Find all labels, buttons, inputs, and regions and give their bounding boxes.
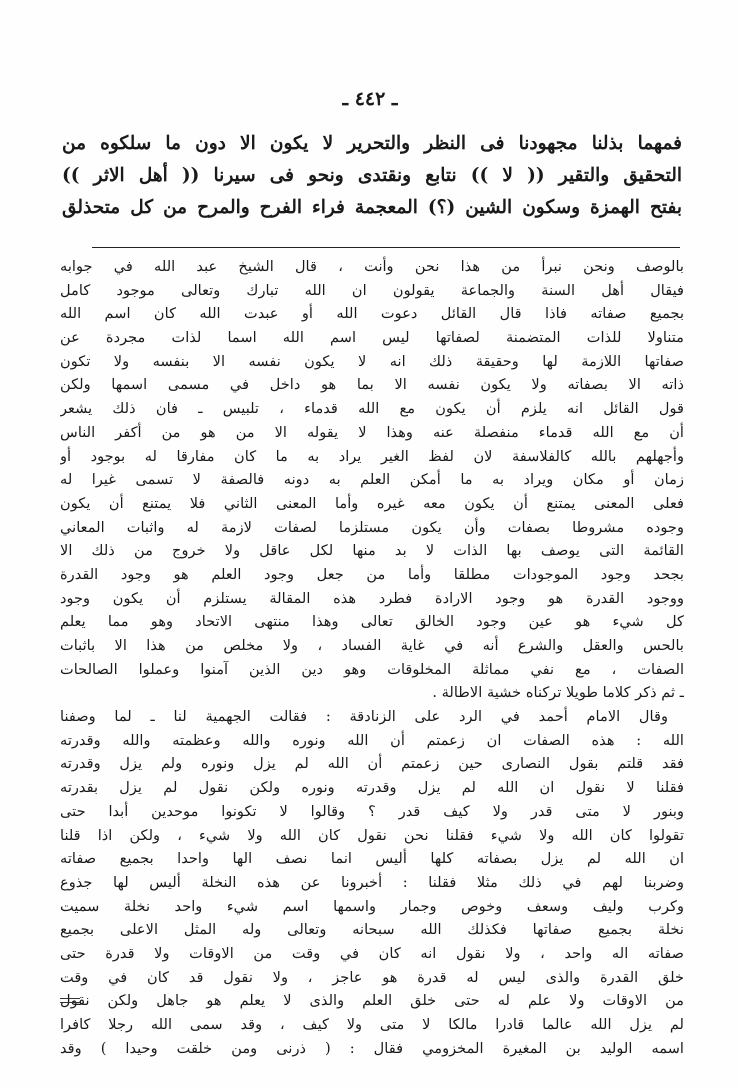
footnote-line: اسمه الوليد بن المغيرة المخزومي فقال : ( ذرنى ومن خلقت وحيدا ) وقد — [60, 1039, 684, 1057]
footnote-line: لم يزل الله عالما قادرا مالكا لا متى ولا كيف ، وقد سمى الله رجلا كافرا — [60, 1016, 684, 1033]
footnote-line: وضربنا لهم في ذلك مثلا فقلنا : أخبرونا عن هذه النخلة أليس لها جذوع — [60, 873, 684, 891]
main-text-line: فمهما بذلنا مجهودنا فى النظر والتحرير لا يكون الا دون ما سلكوه من — [62, 133, 682, 154]
footnote-line: ان الله لم يزل بصفاته كلها أليس انما نصف الها واحدا بجميع صفاته — [60, 850, 684, 868]
footnote-line: خلق القدرة والذى ليس له قدرة هو عاجز ، ولا نقول قد كان في وقت — [60, 968, 684, 986]
footnote-line: بالوصف ونحن نبرأ من هذا نحن وأنت ، قال الشيخ عبد الله في جوابه — [60, 258, 684, 275]
footnote-line: الصفات ، مع نفي مماثلة المخلوقات وهو دين الذين آمنوا وعملوا الصالحات — [60, 660, 684, 678]
footnote-line: تقولوا كان الله ولا شيء فقلنا نحن نقول كان الله ولا شيء ، ولكن اذا قلنا — [60, 826, 684, 844]
footnote-line: فقلنا لا نقول ان الله لم يزل وقدرته ونوره ولكن نقول لم يزل بقدرته — [60, 779, 684, 797]
main-text-block — [62, 128, 682, 224]
continuation-rule — [60, 1002, 80, 1003]
footnote-line: بالحس والعقل والشرع أنه في غاية الفساد ، ولا مخلص من هذا الا باثبات — [60, 637, 684, 654]
main-text-line: التحقيق والتقير (( لا )) نتابع ونقتدى ونحو فى سيرنا (( أهل الاثر )) — [62, 165, 682, 186]
footnote-line: قول القائل انه يلزم أن يكون مع الله قدماء ، تلبيس ـ فان ذلك يشعر — [60, 400, 684, 418]
continuation-mark — [60, 998, 80, 1006]
footnote-line: نخلة بجميع صفاتها فكذلك الله سبحانه وتعالى وله المثل الاعلى بجميع — [60, 921, 684, 939]
footnote-line: بجحد وجود الموجودات مطلقا وأما من جعل وجود العلم هو وجود القدرة — [60, 565, 684, 583]
footnote-line: ـ ثم ذكر كلاما طويلا تركناه خشية الاطالة . — [432, 684, 684, 702]
footnote-line: أن مع الله قدماء منفصلة عنه وهذا لا يقوله الا من هو من أكفر الناس — [60, 423, 684, 441]
footnote-line: وجوده مشروطا بصفات وأن يكون مستلزما لصفات لازمة له واثبات المعاني — [60, 518, 684, 536]
footnote-line: بجميع صفاته فاذا قال القائل دعوت الله أو عبدت الله كان اسم الله — [60, 305, 684, 323]
footnote-line: فقد قلتم بقول النصارى حين زعمتم أن الله لم يزل ونوره ولم يزل وقدرته — [60, 755, 684, 773]
footnote-line: متناولا للذات المتضمنة لصفاتها ليس اسم الله اسما لذات مجردة عن — [60, 329, 684, 347]
footnote-line: وبنور لا متى قدر ولا كيف قدر ؟ وقالوا لا تكونوا موحدين أبدا حتى — [60, 802, 684, 820]
footnote-line: وقال الامام أحمد في الرد على الزنادقة : فقالت الجهمية لنا ـ لما وصفنا — [60, 708, 668, 726]
footnote-line: الله : هذه الصفات ان زعمتم أن الله ونوره والله وعظمته والله وقدرته — [60, 731, 684, 749]
footnote-line: فيقال أهل السنة والجماعة يقولون ان الله تبارك وتعالى موجود كامل — [60, 281, 684, 299]
footnote-line: ذاته الا بصفاته ولا يكون نفسه الا بما هو داخل في مسمى اسمها ولكن — [60, 376, 684, 394]
footnote-line: وأجهلهم بالله كالفلاسفة لان لفظ الغير يراد به ما كان مفارقا له بوجود أو — [60, 447, 684, 465]
footnote-line: فعلى المعنى يمتنع أن يكون معه غيره وأما المعنى الثاني فلا يمتنع أن يكون — [60, 494, 684, 512]
footnote-line: من الاوقات ولا علم له حتى خلق العلم والذى لا يعلم هو جاهل ولكن نقول — [60, 992, 684, 1010]
footnote-line: صفاتها اللازمة لها وحقيقة ذلك انه لا يكون نفسه الا بنفسه ولا تكون — [60, 352, 684, 370]
footnote-line: زمان أو مكان ويراد به ما أمكن العلم به دونه فالصفة لا تسمى غيرا له — [60, 471, 684, 489]
footnote-line: كل شيء هو عين وجود الخالق تعالى وهذا منتهى الاتحاد وهو مما يعلم — [60, 613, 684, 631]
main-text-line: بفتح الهمزة وسكون الشين (؟) المعجمة فراء الفرح والمرح من كل متحذلق — [62, 197, 682, 218]
footnote-line: ووجود القدرة هو وجود الارادة فطرد هذه المقالة يستلزم أن يكون وجود — [60, 589, 684, 607]
footnote-line: وكرب وليف وسعف وخوص وجمار واسمها اسم شيء واحد نخلة سميت — [60, 897, 684, 915]
footnote-line: القائمة التى يوصف بها الذات لا بد منها لكل عاقل ولا خروج من ذلك الا — [60, 542, 684, 560]
footnote-separator — [92, 247, 680, 248]
page-number: ـ ٤٤٢ ـ — [342, 88, 398, 110]
continuation-rule — [60, 998, 80, 999]
footnote-line: صفاته اله واحد ، ولا نقول انه كان في وقت من الاوقات ولا قدرة حتى — [60, 944, 684, 962]
footnote-block — [60, 255, 684, 1060]
